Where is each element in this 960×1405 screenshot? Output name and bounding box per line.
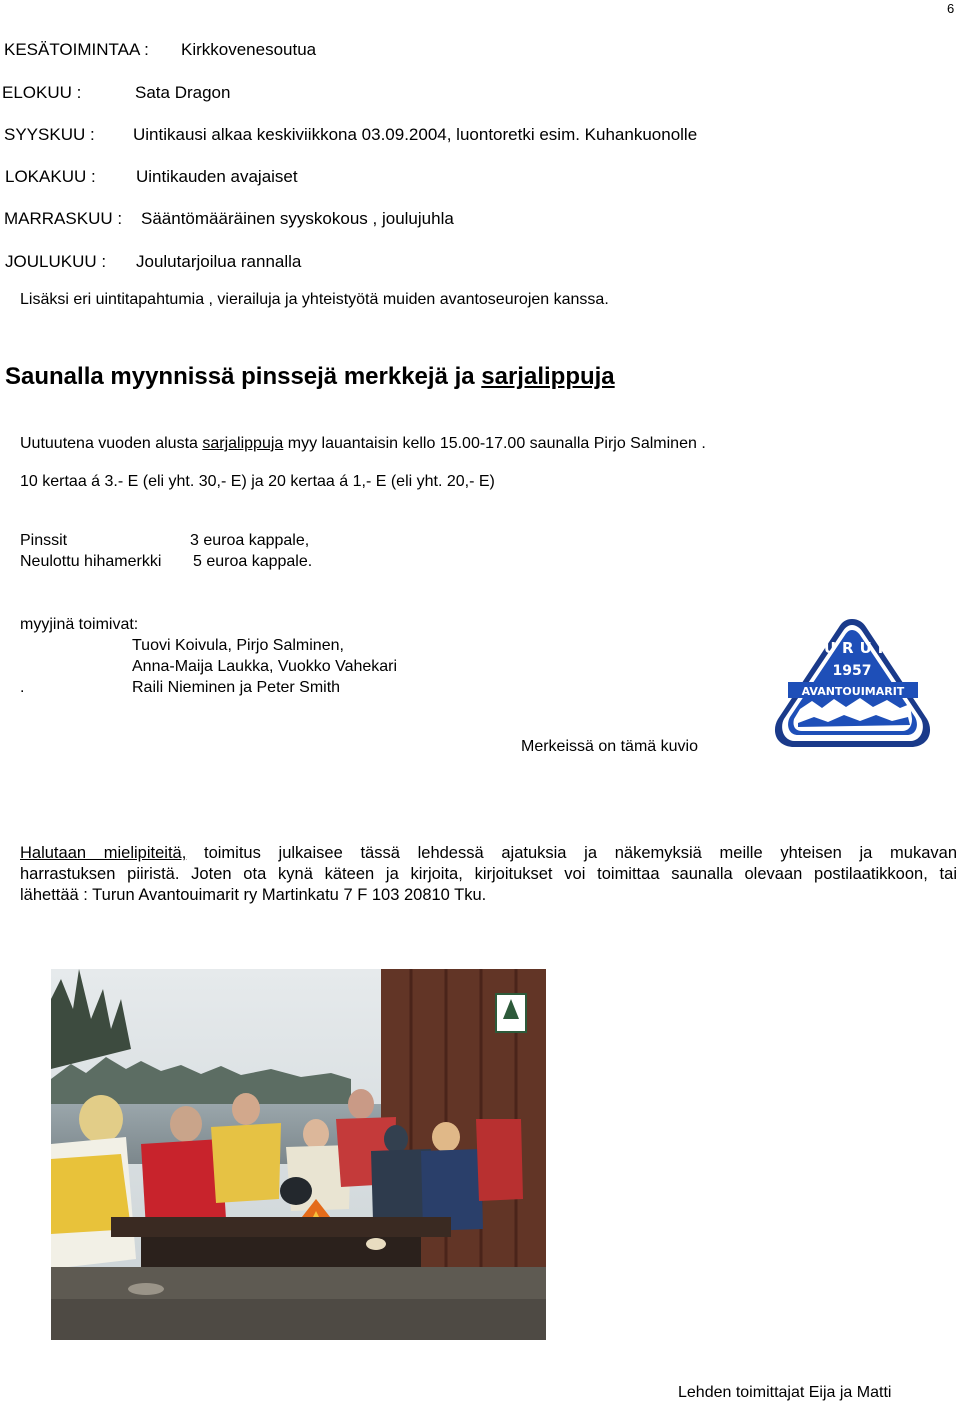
logo-year: 1957	[832, 663, 872, 679]
sellers-line-1: Tuovi Koivula, Pirjo Salminen,	[132, 637, 344, 654]
schedule-month-summer: KESÄTOIMINTAA :	[4, 40, 149, 59]
sales-heading	[5, 363, 615, 391]
opinions-line-3: lähettää : Turun Avantouimarit ry Martinkatu 7 F 103 20810 Tku.	[20, 886, 487, 904]
page-number: 6	[947, 1, 955, 16]
sellers-dot: .	[20, 679, 25, 696]
tickets-line-1-suffix: myy lauantaisin kello 15.00-17.00 saunalla Pirjo Salminen .	[283, 435, 706, 452]
extra-activities-line: Lisäksi eri uintitapahtumia , vierailuja ja yhteistyötä muiden avantoseurojen kanssa.	[20, 291, 609, 308]
logo-arc-text: TURUN	[807, 639, 897, 657]
schedule-month-november: MARRASKUU :	[4, 209, 123, 228]
club-logo	[770, 613, 935, 755]
schedule-text-summer: Kirkkovenesoutua	[181, 40, 317, 59]
schedule-text-september: Uintikausi alkaa keskiviikkona 03.09.2004, luontoretki esim. Kuhankuonolle	[133, 125, 698, 144]
schedule-text-november: Sääntömääräinen syyskokous , joulujuhla	[141, 209, 454, 228]
tickets-underlined-word: sarjalippuja	[202, 435, 284, 452]
badge-caption: Merkeissä on tämä kuvio	[521, 738, 698, 755]
logo-name: AVANTOUIMARIT	[801, 685, 905, 698]
group-photo	[51, 969, 546, 1340]
opinions-lead: Halutaan mielipiteitä,	[20, 844, 187, 862]
opinions-paragraph	[20, 843, 957, 906]
opinions-line-1-text: toimitus julkaisee tässä lehdessä ajatuksia ja näkemyksiä meille yhteisen ja mukavan	[186, 844, 958, 862]
schedule-month-august: ELOKUU :	[2, 83, 82, 102]
group-photo-illustration	[51, 969, 546, 1340]
schedule-month-december: JOULUKUU :	[5, 252, 107, 271]
schedule-month-september: SYYSKUU :	[4, 125, 95, 144]
sales-heading-text: Saunalla myynnissä pinssejä merkkejä ja	[5, 363, 482, 390]
opinions-line-1	[20, 843, 957, 864]
sales-heading-underlined: sarjalippuja	[481, 363, 615, 390]
price-item-badge: Neulottu hihamerkki	[20, 553, 162, 570]
tickets-line-2: 10 kertaa á 3.- E (eli yht. 30,- E) ja 20 kertaa á 1,- E (eli yht. 20,- E)	[20, 473, 495, 490]
sellers-title: myyjinä toimivat:	[20, 616, 139, 633]
price-item-pins: Pinssit	[20, 532, 68, 549]
sellers-line-2: Anna-Maija Laukka, Vuokko Vahekari	[132, 658, 398, 675]
tickets-line-1	[20, 434, 706, 454]
schedule-text-august: Sata Dragon	[135, 83, 231, 102]
sellers-line-3: Raili Nieminen ja Peter Smith	[132, 679, 341, 696]
schedule-month-october: LOKAKUU :	[5, 167, 96, 186]
opinions-line-2: harrastuksen piiristä. Joten ota kynä käteen ja kirjoita, kirjoitukset voi toimittaa saunalla olevaan postilaatikkoon, tai	[20, 865, 957, 883]
schedule-text-october: Uintikauden avajaiset	[136, 167, 298, 186]
footer-editors: Lehden toimittajat Eija ja Matti	[678, 1384, 892, 1401]
price-value-pins: 3 euroa kappale,	[190, 532, 310, 549]
price-value-badge: 5 euroa kappale.	[193, 553, 313, 570]
tickets-line-1-prefix: Uutuutena vuoden alusta	[20, 435, 203, 452]
schedule-text-december: Joulutarjoilua rannalla	[136, 252, 302, 271]
